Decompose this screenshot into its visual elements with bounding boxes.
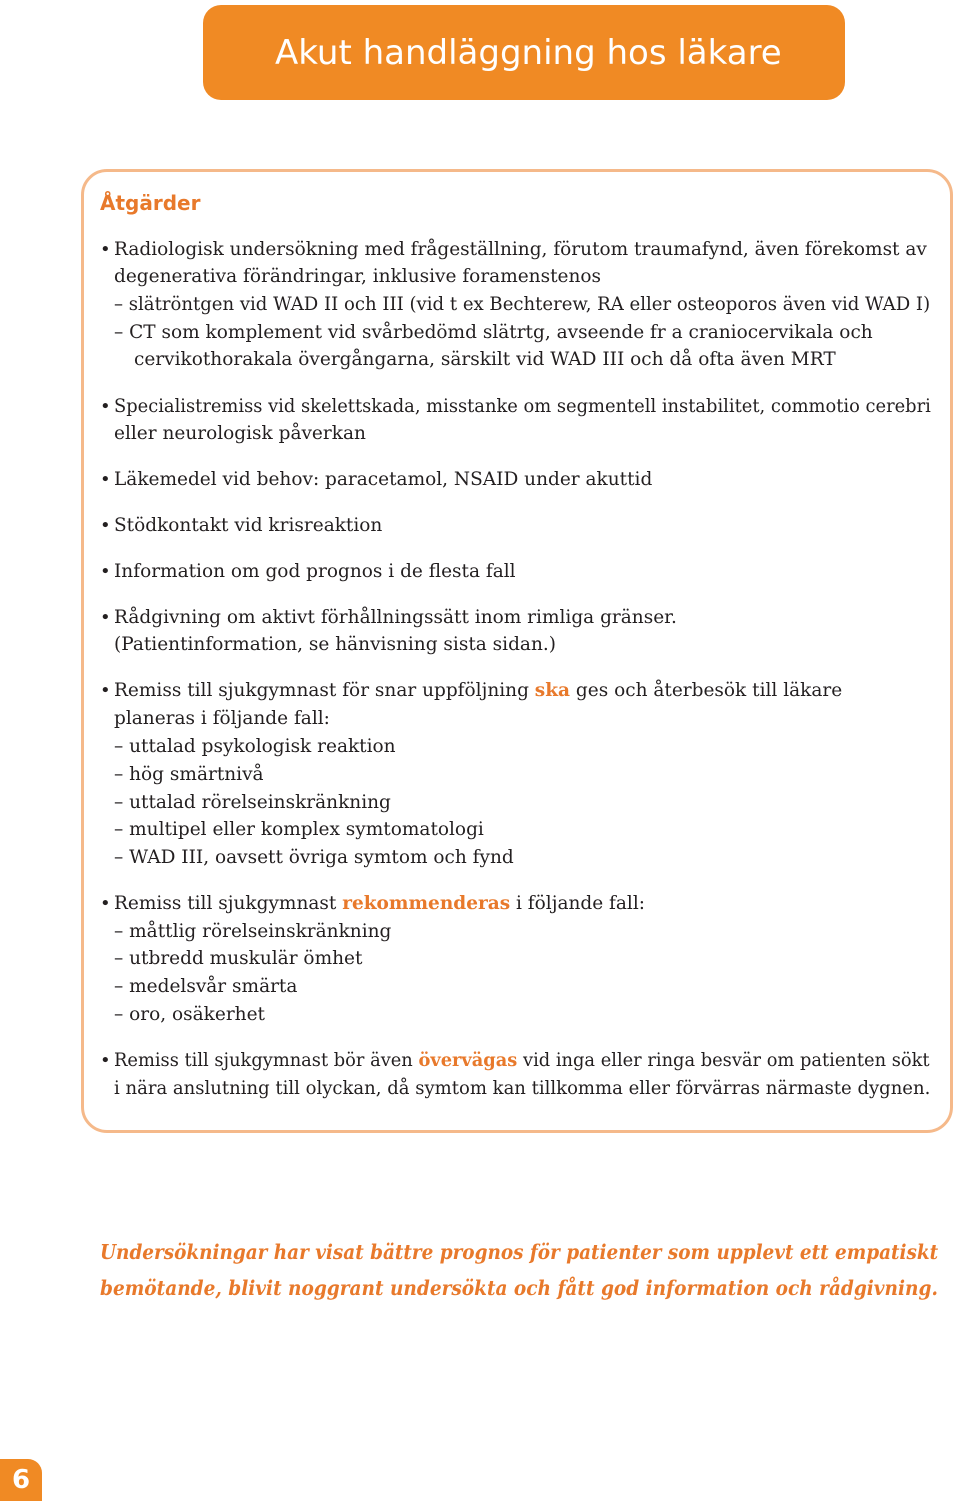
item-line: Specialistremiss vid skelettskada, misstanke om segmentell instabilitet, commotio cerebri [114, 396, 931, 417]
sub-item-line: – utbredd muskulär ömhet [114, 948, 363, 969]
sub-item-line: – måttlig rörelseinskränkning [114, 921, 392, 942]
bullet-dot: • [100, 239, 111, 260]
bullet-dot: • [100, 396, 111, 417]
item-text: Remiss till sjukgymnast [114, 893, 343, 914]
section-heading: Åtgärder [100, 191, 201, 215]
sub-item-line: – WAD III, oavsett övriga symtom och fynd [114, 847, 514, 868]
sub-item-line: – medelsvår smärta [114, 976, 298, 997]
emphasis-overvagas: övervägas [418, 1050, 518, 1071]
page-number: 6 [12, 1465, 31, 1495]
item-line [114, 891, 645, 917]
title-banner [203, 5, 845, 100]
item-line: eller neurologisk påverkan [114, 423, 366, 444]
sub-item-line: – hög smärtnivå [114, 764, 264, 785]
item-text: Remiss till sjukgymnast bör även [114, 1050, 419, 1071]
bullet-dot: • [100, 607, 111, 628]
bullet-dot: • [100, 515, 111, 536]
sub-item-line: – oro, osäkerhet [114, 1004, 265, 1025]
sub-item-line: – slätröntgen vid WAD II och III (vid t ex Bechterew, RA eller osteoporos även vid WAD I) [114, 294, 931, 315]
bullet-dot: • [100, 1050, 111, 1071]
item-line: Rådgivning om aktivt förhållningssätt inom rimliga gränser. [114, 607, 677, 628]
sub-item-line: – multipel eller komplex symtomatologi [114, 819, 484, 840]
emphasis-rekommenderas: rekommenderas [342, 893, 511, 914]
item-line: Läkemedel vid behov: paracetamol, NSAID under akuttid [114, 469, 653, 490]
item-text: ges och återbesök till läkare [570, 680, 843, 701]
bullet-dot: • [100, 680, 111, 701]
bullet-dot: • [100, 893, 111, 914]
sub-item-line: cervikothorakala övergångarna, särskilt vid WAD III och då ofta även MRT [134, 349, 836, 370]
page-number-tab [0, 1459, 42, 1501]
sub-item-line: – uttalad psykologisk reaktion [114, 736, 396, 757]
bullet-dot: • [100, 561, 111, 582]
bullet-dot: • [100, 469, 111, 490]
sub-item-line: – uttalad rörelseinskränkning [114, 792, 391, 813]
closing-note-line: Undersökningar har visat bättre prognos för patienter som upplevt ett empatiskt [100, 1240, 939, 1264]
item-text: i följande fall: [510, 893, 645, 914]
item-line: degenerativa förändringar, inklusive foramenstenos [114, 266, 602, 287]
closing-note-line: bemötande, blivit noggrant undersökta och fått god information och rådgivning. [100, 1276, 938, 1300]
item-line: Stödkontakt vid krisreaktion [114, 515, 383, 536]
item-line: i nära anslutning till olyckan, då symtom kan tillkomma eller förvärras närmaste dygnen. [114, 1078, 931, 1099]
page-title: Akut handläggning hos läkare [275, 33, 782, 73]
item-text: Remiss till sjukgymnast för snar uppföljning [114, 680, 535, 701]
item-line: planeras i följande fall: [114, 708, 330, 729]
item-line [114, 1048, 930, 1074]
item-line: Radiologisk undersökning med frågeställning, förutom traumafynd, även förekomst av [114, 239, 927, 260]
item-line: Information om god prognos i de flesta fall [114, 561, 516, 582]
item-text: vid inga eller ringa besvär om patienten sökt [517, 1050, 930, 1071]
item-line [114, 678, 842, 704]
emphasis-ska: ska [534, 680, 571, 701]
item-line: (Patientinformation, se hänvisning sista sidan.) [114, 634, 556, 655]
sub-item-line: – CT som komplement vid svårbedömd slätrtg, avseende fr a craniocervikala och [114, 322, 873, 343]
